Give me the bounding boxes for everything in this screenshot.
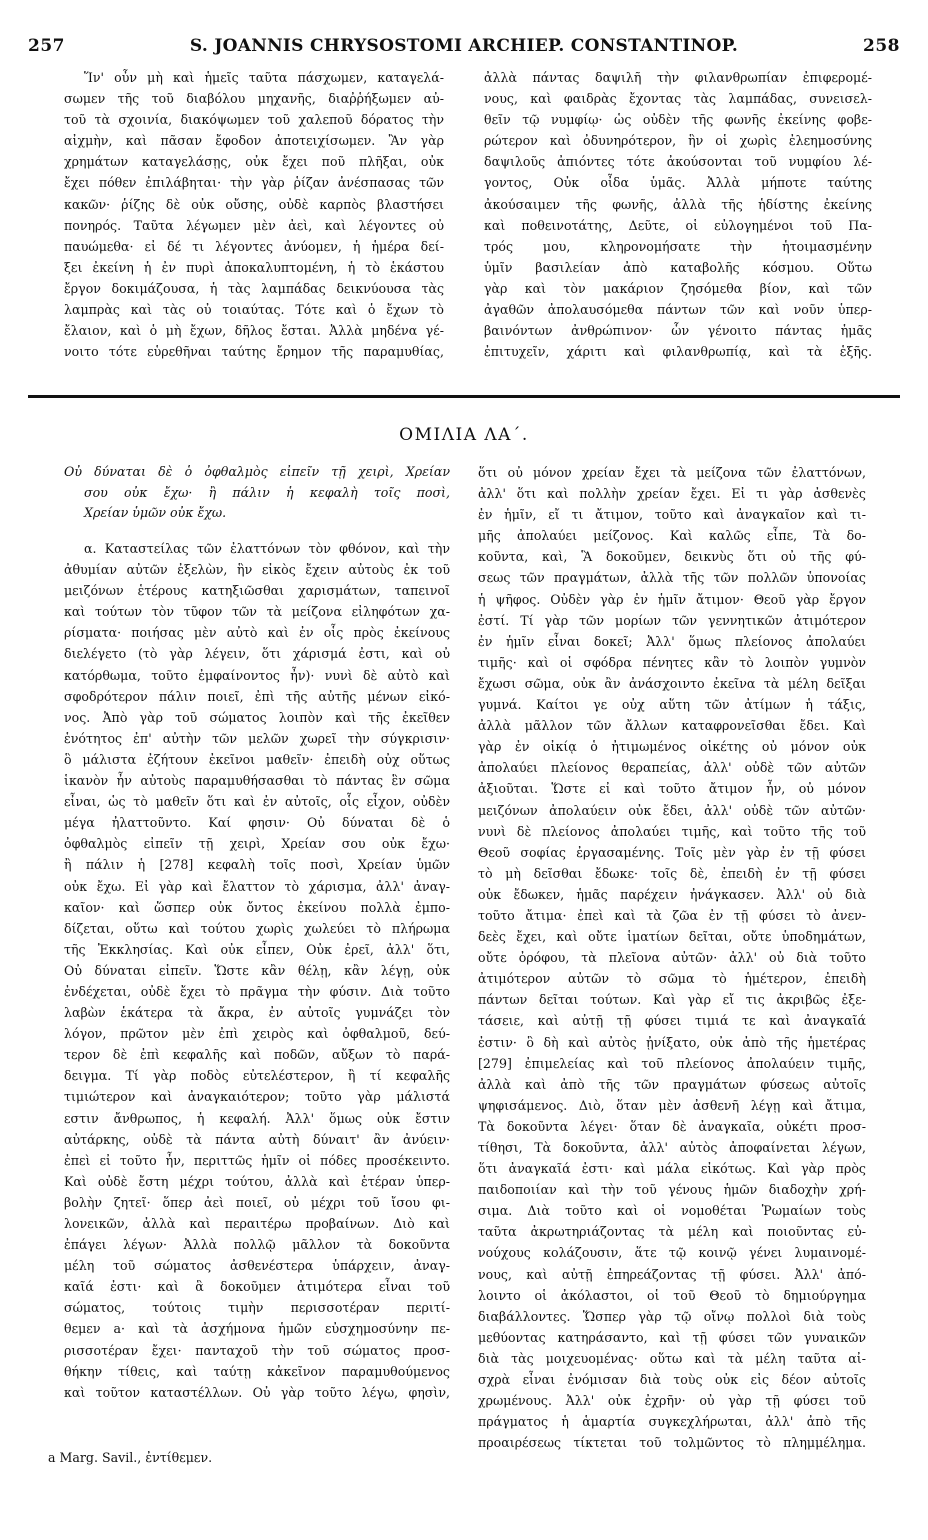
text-line: δεὲς ἔχει, καὶ οὔτε ἱματίων δεῖται, οὔτε ὑποδημάτων, [478,929,866,945]
text-line: καὶ τούτων τὸν τῦφον τῶν τὰ μείζονα εἰληφότων χα- [64,604,450,620]
text-line: ἀλλὰ πάντας δαψιλῆ τὴν φιλανθρωπίαν ἐπιφερομέ- [484,70,872,85]
text-line: παιδοποιίαν καὶ τὴν τοῦ γένους ἡμῶν διαδοχὴν χρή- [478,1182,866,1198]
text-line: ἐνδέχεται, οὐδὲ ἔχει τὸ πρᾶγμα τὴν φύσιν. Διὰ τοῦτο [64,983,450,999]
text-line: θήκην τίθεις, καὶ ταύτῃ κἀκεῖνον παραμυθούμενος [64,1363,450,1379]
page-header [28,36,900,64]
page-number-left: 257 [28,36,65,56]
text-line: οὐκ ἔδωκεν, ἡμᾶς παρέχειν ἠνάγκασεν. Ἀλλ' οὐ διὰ [478,886,866,902]
text-line: ἔχωσι σῶμα, οὐκ ἂν ἀνάσχοιντο ἐκεῖνα τὰ μέλη δεῖξαι [478,675,866,691]
text-column-top-left [64,67,444,362]
text-line: ἱκανὸν ἦν αὐτοὺς παραμυθήσασθαι τὸ πάντας ἓν σῶμα [64,773,450,789]
text-line: γυμνά. Καίτοι γε οὐχ αὕτη τῶν ἀτίμων ἡ τάξις, [478,697,866,713]
text-line: γὰρ ἐν οἰκίᾳ ὁ ἠτιμωμένος οἰκέτης οὐ μόνον οὐκ [478,739,866,755]
text-line: ἡ ψῆφος. Οὐδὲν γὰρ ἐν ἡμῖν ἄτιμον· Θεοῦ γὰρ ἔργον [478,591,866,607]
text-line: λοιντο οἱ ἀκόλαστοι, οἱ τοῦ Θεοῦ τὸ δημιούργημα [478,1287,866,1303]
text-line: λονεικῶν, ἀλλὰ καὶ περαιτέρω προβαίνων. Διὸ καὶ [64,1216,450,1231]
text-line: τὸ μὴ δεῖσθαι ἔδωκε· τοῖς δὲ, ἐπειδὴ ἐν τῇ φύσει [478,865,866,881]
text-line: εἶναι, ὡς τὸ μαθεῖν ὅτι καὶ ἐν αὐτοῖς, οἷς εἶχον, οὐδὲν [64,794,450,810]
text-line: [279] ἐπιμελείας καὶ τοῦ πλείονος ἀπολαύειν τιμῆς, [478,1055,866,1071]
text-line: Οὐ δύναται δὲ ὁ ὀφθαλμὸς εἰπεῖν τῇ χειρὶ, Χρείαν [64,464,450,479]
text-line: Οὐ δύναται εἰπεῖν. Ὥστε κἂν θέλῃ, κἂν λέγῃ, οὐκ [64,962,450,978]
text-line: ἀκούσαιμεν τῆς φωνῆς, ἀλλὰ τῆς ἡδίστης ἐκείνης [484,196,872,212]
text-line: νοιτο τότε εὑρεθῆναι ταύτης ἔρημον τῆς παραμυθίας, [64,344,444,360]
page-number-right: 258 [863,36,900,56]
text-line: σου οὐκ ἔχω· ἢ πάλιν ἡ κεφαλὴ τοῖς ποσὶ, [84,484,450,500]
text-line: νυνὶ δὲ πλείονος ἀπολαύει τιμῆς, καὶ τοῦτο τῆς τοῦ [478,823,866,839]
text-column-body-left [64,538,450,1403]
text-line: Χρείαν ὑμῶν οὐκ ἔχω. [84,505,227,521]
text-line: μειζόνων ἀπολαύειν οὐκ ἔδει, ἀλλ' οὐδὲ τῶν αὐτῶν· [478,802,866,818]
text-line: τοῦ τὰ σχοινία, διακόψωμεν τοῦ χαλεποῦ δόρατος τὴν [64,112,444,128]
text-line: γὰρ καὶ τὸν μακάριον ζησόμεθα βίον, καὶ τῶν [484,280,872,296]
text-line: τιμιώτερον καὶ ἀναγκαιότερον; τοῦτο γὰρ μάλιστά [64,1089,450,1105]
text-line: θεμεν a· καὶ τὰ ἀσχήμονα ἡμῶν εὐσχημοσύνην πε- [64,1321,450,1337]
text-line: θεῖν τῷ νυμφίῳ· ὡς οὐδὲν τῆς φωνῆς ἐκείνης φοβε- [484,112,872,128]
text-line: τοῦτο ἄτιμα· ἐπεὶ καὶ τὰ ζῶα ἐν τῇ φύσει τὸ ἀνεν- [478,907,866,923]
text-line: ἀλλ' ὅτι καὶ πολλὴν χρείαν ἔχει. Εἰ τι γὰρ ἀσθενὲς [478,486,866,502]
text-line: γοντος, Οὐκ οἶδα ὑμᾶς. Ἀλλὰ μήποτε ταύτης [484,175,872,191]
text-line: τιμῆς· καὶ οἱ σφόδρα πένητες κἂν τὸ λοιπὸν γυμνὸν [478,654,866,670]
text-line: πάντων δεῖται τούτων. Καὶ γὰρ εἴ τις ἀκριβῶς ἐξε- [478,992,866,1008]
text-line: ἑνότητος ἐπ' αὐτὴν τῶν μελῶν χωρεῖ τὴν σύγκρισιν· [64,730,450,746]
text-line: ἔλαιον, καὶ ὁ μὴ ἔχων, δῆλος ἔσται. Ἀλλὰ μηδένα γέ- [64,323,444,339]
text-line: ἐστί. Τί γὰρ τῶν μορίων τῶν γεννητικῶν ἀτιμότερον [478,612,866,628]
text-line: ρίσματα· ποιήσας μὲν αὐτὸ καὶ ἐν οἷς πρὸς ἐκείνους [64,625,450,641]
text-line: Ἵν' οὖν μὴ καὶ ἡμεῖς ταῦτα πάσχωμεν, καταγελά- [84,70,444,85]
text-line: διαβάλλοντες. Ὥσπερ γὰρ τῷ οἴνῳ πολλοὶ διὰ τοὺς [478,1308,866,1324]
text-line: σωμεν τῆς τοῦ διαβόλου μηχανῆς, διαῤῥήξωμεν αὐ- [64,91,444,107]
text-line: ἀλλὰ μᾶλλον τῶν ἄλλων καταφρονεῖσθαι ἔδει. Καὶ [478,718,866,734]
text-line: ὑμῖν βασιλείαν ἀπὸ καταβολῆς κόσμου. Οὕτω [484,259,872,275]
text-line: νους, καὶ αὐτῇ ἐπηρεάζοντας τῇ φύσει. Ἀλλ' ἀπό- [478,1266,866,1282]
text-line: ἀγαθῶν ἀπολαυσόμεθα πάντων τῶν καὶ νοῦν ὑπερ- [484,302,872,318]
text-line: αὐτάρκης, οὐδὲ τὰ πάντα αὐτὴ δύναιτ' ἂν ἀνύειν· [64,1131,450,1147]
text-line: πονηρός. Ταῦτα λέγωμεν μὲν ἀεὶ, καὶ λέγοντες οὐ [64,217,444,233]
text-line: ἀξιοῦται. Ὥστε εἰ καὶ τοῦτο ἄτιμον ἦν, οὐ μόνον [478,781,866,797]
text-line: σιμα. Διὰ τοῦτο καὶ οἱ νομοθέται Ῥωμαίων τοὺς [478,1203,866,1219]
homily-title: ΟΜΙΛΙΑ ΛΑ΄. [399,425,529,445]
text-line: ἀπολαύει πλείονος θεραπείας, ἀλλ' οὐδὲ τῶν αὐτῶν [478,760,866,776]
text-line: τρός μου, κληρονομήσατε τὴν ἡτοιμασμένην [484,238,872,254]
text-line: ρισσοτέραν ἔχει· πανταχοῦ τὴν τοῦ σώματος προσ- [64,1342,450,1358]
text-line: Τὰ δοκοῦντα λέγει· ὅταν δὲ ἀναγκαῖα, οὐκέτι προσ- [478,1118,866,1134]
text-line: ἐπιτυχεῖν, χάριτι καὶ φιλανθρωπίᾳ, καὶ τὰ ἑξῆς. [484,344,872,360]
text-line: οὐκ ἔχω. Εἰ γὰρ καὶ ἔλαττον τὸ χάρισμα, ἀλλ' ἀναγ- [64,878,450,894]
text-line: τίθησι, Τὰ δοκοῦντα, ἀλλ' αὐτὸς ἀποφαίνεται λέγων, [478,1140,866,1155]
text-line: πράγματος ἡ ἁμαρτία συγκεχλήρωται, ἀλλ' ἀπὸ τῆς [478,1414,866,1430]
text-line: ἐν ἡμῖν εἶναι δοκεῖ; Ἀλλ' ὅμως πλείονος ἀπολαύει [478,633,866,649]
text-line: χρωμένους. Ἀλλ' οὐκ ἐχρῆν· οὐ γὰρ τῇ φύσει τοῦ [478,1393,866,1409]
text-line: αἰχμὴν, καὶ πᾶσαν ἔφοδον ἀποτειχίσωμεν. Ἂν γὰρ [64,133,444,149]
text-line: Θεοῦ σοφίας ἐργασαμένης. Τοῖς μὲν γὰρ ἐν τῇ φύσει [478,844,866,860]
text-line: δειγμα. Τί γὰρ ποδὸς εὐτελέστερον, ἢ τί κεφαλῆς [64,1068,450,1084]
text-line: μῆς ἀπολαύει μείζονος. Καὶ καλῶς εἶπε, Τὰ δο- [478,528,866,544]
text-line: ἐστιν· ὃ δὴ καὶ αὐτὸς ᾐνίξατο, οὐκ ἀπὸ τῆς ἡμετέρας [478,1034,866,1050]
text-line: διὰ τὰς μοιχευομένας· οὕτω καὶ τὰ μέλη ταῦτα αἰ- [478,1350,866,1366]
text-line: ἀλλὰ καὶ ἀπὸ τῆς τῶν πραγμάτων φύσεως αὐτοῖς [478,1076,866,1092]
text-line: δαψιλοῦς ἀπιόντες τότε ἀκούσονται τοῦ νυμφίου λέ- [484,154,872,170]
text-line: ρώτερον καὶ ὀδυνηρότερον, ἣν οἱ χωρὶς ἐλεημοσύνης [484,133,872,149]
text-line: μέγα ἠλαττοῦντο. Καί φησιν· Οὐ δύναται δὲ ὁ [64,815,450,831]
text-line: λόγον, πρῶτον μὲν ἐπὶ χειρὸς καὶ ὀφθαλμοῦ, δεύ- [64,1026,450,1042]
text-line: μεθύοντας κατηράσαντο, καὶ τῇ φύσει τῶν γυναικῶν [478,1329,866,1345]
text-line: τάσειε, καὶ αὐτῇ τῇ φύσει τιμιά τε καὶ ἀναγκαῖά [478,1013,866,1029]
text-line: σχρὰ εἶναι ἐνόμισαν διὰ τοὺς οὐκ εἰς δέον αὐτοῖς [478,1372,866,1388]
text-line: ὅτι ἀναγκαῖά ἐστι· καὶ μάλα εἰκότως. Καὶ γὰρ πρὸς [478,1161,866,1177]
text-line: τερον δὲ ἐπὶ κεφαλῆς καὶ ποδῶν, αὔξων τὸ παρά- [64,1047,450,1063]
text-line: ἐν ἡμῖν, εἴ τι ἄτιμον, τοῦτο καὶ ἀναγκαῖον καὶ τι- [478,507,866,523]
text-line: διελέγετο (τὸ γὰρ λέγειν, ὅτι χάρισμά ἐστι, καὶ οὐ [64,646,450,662]
text-line: ἔχει πόθεν ἐπιλάβηται· τὴν γὰρ ῥίζαν ἀνέσπασας τῶν [64,175,444,191]
text-line: καῖά ἐστι· καὶ ἃ δοκοῦμεν ἀτιμότερα εἶναι τοῦ [64,1279,450,1295]
text-line: ὃ μάλιστα ἐζήτουν ἐκεῖνοι μαθεῖν· ἐπειδὴ οὐχ οὕτως [64,751,450,767]
running-title: S. JOANNIS CHRYSOSTOMI ARCHIEP. CONSTANTINOP. [189,36,739,56]
text-line: βαινόντων ἀνθρώπινον· ὧν γένοιτο πάντας ἡμᾶς [484,323,872,339]
text-line: κατόρθωμα, τοῦτο ἐμφαίνοντος ἦν)· νυνὶ δὲ αὐτὸ καὶ [64,667,450,683]
text-line: σφοδρότερον πάλιν ποιεῖ, ἐπὶ τῆς αὐτῆς μένων εἰκό- [64,688,450,704]
text-line: ἐπεὶ εἰ τοῦτο ἦν, περιττῶς ἡμῖν οἱ πόδες προσέκειντο. [64,1152,450,1168]
text-line: ἀτιμότερον αὐτῶν τὸ σῶμα τὸ ἡμέτερον, ἐπειδὴ [478,971,866,987]
text-line: νούχους κολάζουσιν, ἅτε τῷ κοινῷ γένει λυμαινομέ- [478,1245,866,1261]
text-line: δίζεται, οὕτω καὶ τούτου χωρὶς χωλεύει τὸ πλήρωμα [64,920,450,936]
scripture-verse [64,462,450,524]
text-line: ἐπάγει λέγων· Ἀλλὰ πολλῷ μᾶλλον τὰ δοκοῦντα [64,1237,450,1253]
text-line: εστιν ἄνθρωπος, ἡ κεφαλή. Ἀλλ' ὅμως οὐκ ἔστιν [64,1110,450,1126]
text-column-top-right [484,67,872,362]
text-line: τῆς Ἐκκλησίας. Καὶ οὐκ εἶπεν, Οὐκ ἐρεῖ, ἀλλ' ὅτι, [64,941,450,957]
text-line: μειζόνων ἑτέρους κατηξιῶσθαι χαρισμάτων, ταπεινοῖ [64,583,450,599]
text-line: Καὶ οὐδὲ ἔστη μέχρι τούτου, ἀλλὰ καὶ ἑτέραν ὑπερ- [64,1173,450,1189]
text-line: προαιρέσεως τίκτεται τοῦ τολμῶντος τὸ πλημμέλημα. [478,1435,866,1451]
text-line: μέλη τοῦ σώματος ἀσθενέστερα ὑπάρχειν, ἀναγ- [64,1258,450,1274]
text-line: ταῦτα ἀκρωτηριάζοντας τὰ μέλη καὶ ποιοῦντας εὐ- [478,1224,866,1240]
text-line: ξει ἐκείνη ἡ ἐν πυρὶ ἀποκαλυπτομένη, ἡ τὸ ἑκάστου [64,259,444,275]
text-line: χρημάτων καταγελάσῃς, οὐκ ἔχει ποῦ πλῆξαι, οὐκ [64,154,444,170]
text-line: οὔτε ὀρόφου, τὰ πλεῖονα αὐτῶν· ἀλλ' οὐ διὰ τοῦτο [478,950,866,966]
text-line: λαβὼν ἑκάτερα τὰ ἄκρα, ἐν αὐτοῖς γυμνάζει τὸν [64,1005,450,1021]
text-line: καὶ ποθεινοτάτης, Δεῦτε, οἱ εὐλογημένοι τοῦ Πα- [484,217,872,233]
text-line: ἔργον δοκιμάζουσα, ἡ τὰς λαμπάδας δεικνύουσα τὰς [64,280,444,296]
text-line: νους, καὶ φαιδρὰς ἔχοντας τὰς λαμπάδας, συνεισελ- [484,91,872,107]
text-line: παυώμεθα· εἰ δέ τι λέγοντες ἀνύομεν, ἡ ἡμέρα δεί- [64,238,444,254]
text-line: ἢ πάλιν ἡ [278] κεφαλὴ τοῖς ποσὶ, Χρείαν ὑμῶν [64,857,450,873]
footnote: a Marg. Savil., ἐντίθεμεν. [48,1450,213,1465]
text-line: κακῶν· ῥίζης δὲ οὐκ οὔσης, οὐδὲ καρπὸς βλαστήσει [64,196,444,212]
text-line: νος. Ἀπὸ γὰρ τοῦ σώματος λοιπὸν καὶ τῆς ἐκεῖθεν [64,709,450,725]
text-line: σεως τῶν πραγμάτων, ἀλλὰ τῆς τῶν πολλῶν ὑπονοίας [478,570,866,586]
text-line: ἀθυμίαν αὐτῶν ἐξελὼν, ἣν εἰκὸς ἔχειν αὐτοὺς ἐκ τοῦ [64,562,450,578]
text-line: καῖον· καὶ ὥσπερ οὐκ ὄντος ἐκείνου πολλὰ ἐμπο- [64,899,450,915]
text-line: ὅτι οὐ μόνον χρείαν ἔχει τὰ μείζονα τῶν ἐλαττόνων, [478,465,866,480]
text-line: καὶ τοῦτον καταστέλλων. Οὐ γὰρ τοῦτο λέγω, φησὶν, [64,1384,450,1400]
text-line: ψηφισάμενος. Διὸ, ὅταν μὲν ἀσθενῆ λέγῃ καὶ ἄτιμα, [478,1097,866,1113]
text-line: λαμπρὰς καὶ τὰς οὐ τοιαύτας. Τότε καὶ ὁ ἔχων τὸ [64,302,444,318]
text-column-body-right [478,462,866,1453]
text-line: ὀφθαλμὸς εἰπεῖν τῇ χειρὶ, Χρείαν σου οὐκ ἔχω· [64,836,450,852]
section-divider-rule [28,395,900,398]
text-line: κοῦντα, καὶ, Ἃ δοκοῦμεν, δεικνὺς ὅτι οὐ τῆς φύ- [478,549,866,565]
text-line: α. Καταστείλας τῶν ἐλαττόνων τὸν φθόνον, καὶ τὴν [84,541,450,556]
text-line: βολὴν ζητεῖ· ὅπερ ἀεὶ ποιεῖ, οὐ μέχρι τοῦ ἴσου φι- [64,1194,450,1210]
text-line: σώματος, τούτοις τιμὴν περισσοτέραν περιτί- [64,1300,450,1316]
